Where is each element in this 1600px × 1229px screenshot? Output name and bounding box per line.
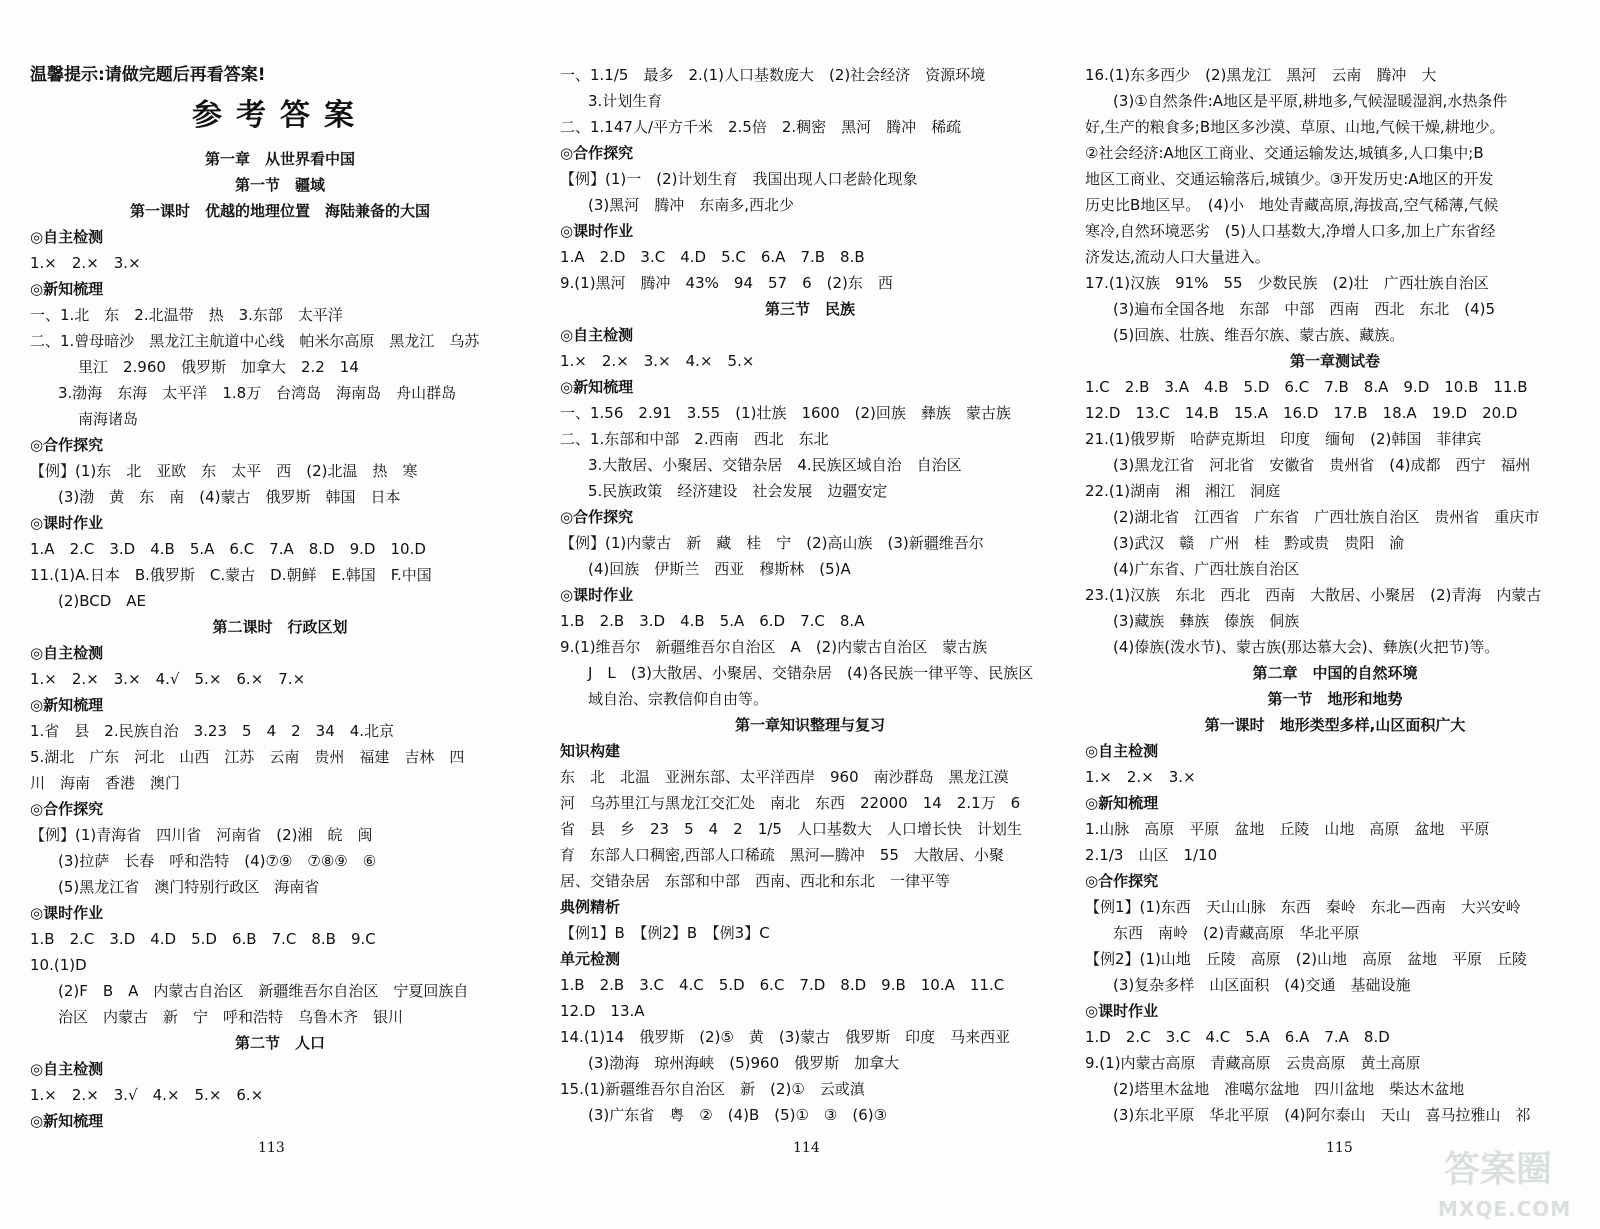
answer-line: 1.× 2.× 3.√ 4.× 5.× 6.× <box>30 1086 264 1104</box>
section-label: ◎新知梳理 <box>560 378 634 396</box>
answer-line: 【例1】B 【例2】B 【例3】C <box>560 924 770 942</box>
answer-line: 地区工商业、交通运输落后,城镇少。③开发历史:A地区的开发 <box>1085 170 1494 188</box>
answer-line: 1.B 2.C 3.D 4.D 5.D 6.B 7.C 8.B 9.C <box>30 930 376 948</box>
answer-line: 济发达,流动人口大量进入。 <box>1085 248 1270 266</box>
section-heading: 第一节 地形和地势 <box>1267 690 1403 708</box>
answer-line: 川 海南 香港 澳门 <box>30 774 181 792</box>
answer-line: (3)黑龙江省 河北省 安徽省 贵州省 (4)成都 西宁 福州 <box>1113 456 1531 474</box>
answer-line: 12.D 13.C 14.B 15.A 16.D 17.B 18.A 19.D 20.D <box>1085 404 1518 422</box>
answer-line: 【例1】(1)东西 天山山脉 东西 秦岭 东北—西南 大兴安岭 <box>1085 898 1521 916</box>
answer-lines <box>560 62 1060 1128</box>
section-heading: 第一课时 地形类型多样,山区面积广大 <box>1204 716 1466 734</box>
answer-line: 9.(1)内蒙古高原 青藏高原 云贵高原 黄土高原 <box>1085 1054 1421 1072</box>
answer-line: (3)复杂多样 山区面积 (4)交通 基础设施 <box>1113 976 1411 994</box>
section-label: ◎自主检测 <box>30 644 104 662</box>
answer-line: (2)湖北省 江西省 广东省 广西壮族自治区 贵州省 重庆市 <box>1113 508 1540 526</box>
section-heading: 第一章 从世界看中国 <box>204 150 355 168</box>
answer-line: 22.(1)湖南 湘 湘江 洞庭 <box>1085 482 1281 500</box>
answer-line: 21.(1)俄罗斯 哈萨克斯坦 印度 缅甸 (2)韩国 菲律宾 <box>1085 430 1482 448</box>
answer-line: 治区 内蒙古 新 宁 呼和浩特 乌鲁木齐 银川 <box>58 1008 404 1026</box>
warm-hint: 温馨提示:请做完题后再看答案! <box>30 65 266 85</box>
answer-line: (3)拉萨 长春 呼和浩特 (4)⑦⑨ ⑦⑧⑨ ⑥ <box>58 852 377 870</box>
answer-line: 5.湖北 广东 河北 山西 江苏 云南 贵州 福建 吉林 四 <box>30 748 465 766</box>
section-label: ◎课时作业 <box>560 586 634 604</box>
answer-line: 3.计划生育 <box>588 92 663 110</box>
page-title: 参考答案 <box>192 98 368 133</box>
answer-line: (3)渤 黄 东 南 (4)蒙古 俄罗斯 韩国 日本 <box>58 488 401 506</box>
section-heading: 第一节 疆域 <box>234 176 325 194</box>
section-label: ◎自主检测 <box>560 326 634 344</box>
watermark-bottom: MXQE.COM <box>1438 1197 1572 1221</box>
answer-line: (3)武汉 赣 广州 桂 黔或贵 贵阳 渝 <box>1113 534 1405 552</box>
answer-line: (3)藏族 彝族 傣族 侗族 <box>1113 612 1300 630</box>
answer-line: 里江 2.960 俄罗斯 加拿大 2.2 14 <box>78 358 359 376</box>
answer-line: 【例】(1)一 (2)计划生育 我国出现人口老龄化现象 <box>560 170 918 188</box>
answer-line: 17.(1)汉族 91% 55 少数民族 (2)壮 广西壮族自治区 <box>1085 274 1489 292</box>
answer-line: 东 北 北温 亚洲东部、太平洋西岸 960 南沙群岛 黑龙江漠 <box>560 768 1009 786</box>
answer-line: (5)回族、壮族、维吾尔族、蒙古族、藏族。 <box>1113 326 1405 344</box>
section-label: ◎合作探究 <box>560 508 634 526</box>
column-page-114 <box>560 62 1060 1128</box>
section-label: ◎课时作业 <box>30 514 104 532</box>
answer-line: 1.× 2.× 3.× <box>1085 768 1196 786</box>
section-label: ◎自主检测 <box>30 1060 104 1078</box>
answer-line: 1.A 2.C 3.D 4.B 5.A 6.C 7.A 8.D 9.D 10.D <box>30 540 426 558</box>
answer-line: 育 东部人口稠密,西部人口稀疏 黑河—腾冲 55 大散居、小聚 <box>560 846 1004 864</box>
answer-line: 寒冷,自然环境恶劣 (5)人口基数大,净增人口多,加上广东省经 <box>1085 222 1496 240</box>
section-label: ◎课时作业 <box>1085 1002 1159 1020</box>
section-heading: 第二课时 行政区划 <box>212 618 348 636</box>
section-label: ◎自主检测 <box>1085 742 1159 760</box>
section-label: ◎课时作业 <box>560 222 634 240</box>
section-label: 典例精析 <box>560 898 621 916</box>
answer-line: 二、1.曾母暗沙 黑龙江主航道中心线 帕米尔高原 黑龙江 乌苏 <box>30 332 480 350</box>
answer-lines <box>30 146 530 1134</box>
answer-line: (3)遍布全国各地 东部 中部 西南 西北 东北 (4)5 <box>1113 300 1496 318</box>
answer-line: 二、1.东部和中部 2.西南 西北 东北 <box>560 430 829 448</box>
answer-lines <box>1085 62 1585 1128</box>
answer-line: ②社会经济:A地区工商业、交通运输发达,城镇多,人口集中;B <box>1085 144 1484 162</box>
watermark-top: 答案圈 <box>1444 1149 1553 1190</box>
answer-line: (3)①自然条件:A地区是平原,耕地多,气候湿暖湿润,水热条件 <box>1113 92 1508 110</box>
answer-line: (3)黑河 腾冲 东南多,西北少 <box>588 196 795 214</box>
section-label: 知识构建 <box>560 742 621 760</box>
answer-line: 16.(1)东多西少 (2)黑龙江 黑河 云南 腾冲 大 <box>1085 66 1437 84</box>
section-label: ◎新知梳理 <box>1085 794 1159 812</box>
section-label: ◎课时作业 <box>30 904 104 922</box>
answer-line: 1.× 2.× 3.× <box>30 254 141 272</box>
answer-line: 11.(1)A.日本 B.俄罗斯 C.蒙古 D.朝鲜 E.韩国 F.中国 <box>30 566 432 584</box>
answer-line: 23.(1)汉族 东北 西北 西南 大散居、小聚居 (2)青海 内蒙古 <box>1085 586 1542 604</box>
answer-line: (3)广东省 粤 ② (4)B (5)① ③ (6)③ <box>588 1106 888 1124</box>
answer-line: (4)回族 伊斯兰 西亚 穆斯林 (5)A <box>588 560 851 578</box>
answer-line: 3.大散居、小聚居、交错杂居 4.民族区域自治 自治区 <box>588 456 962 474</box>
answer-line: 5.民族政策 经济建设 社会发展 边疆安定 <box>588 482 888 500</box>
answer-line: 东西 南岭 (2)青藏高原 华北平原 <box>1113 924 1360 942</box>
column-page-113 <box>30 62 530 1134</box>
column-page-115 <box>1085 62 1585 1128</box>
watermark-logo <box>1438 1141 1588 1221</box>
answer-line: 一、1.1/5 最多 2.(1)人口基数庞大 (2)社会经济 资源环境 <box>560 66 986 84</box>
answer-line: 南海诸岛 <box>78 410 139 428</box>
section-label: ◎合作探究 <box>560 144 634 162</box>
answer-line: 1.山脉 高原 平原 盆地 丘陵 山地 高原 盆地 平原 <box>1085 820 1490 838</box>
answer-line: (3)东北平原 华北平原 (4)阿尔泰山 天山 喜马拉雅山 祁 <box>1113 1106 1531 1124</box>
answer-line: 【例】(1)内蒙古 新 藏 桂 宁 (2)高山族 (3)新疆维吾尔 <box>560 534 984 552</box>
answer-line: 好,生产的粮食多;B地区多沙漠、草原、山地,气候干燥,耕地少。 <box>1085 118 1505 136</box>
answer-line: 【例2】(1)山地 丘陵 高原 (2)山地 高原 盆地 平原 丘陵 <box>1085 950 1528 968</box>
section-label: ◎新知梳理 <box>30 280 104 298</box>
answer-line: 居、交错杂居 东部和中部 西南、西北和东北 一律平等 <box>560 872 951 890</box>
section-label: ◎合作探究 <box>30 436 104 454</box>
section-label: ◎合作探究 <box>30 800 104 818</box>
section-heading: 第一章知识整理与复习 <box>734 716 885 734</box>
answer-line: 【例】(1)青海省 四川省 河南省 (2)湘 皖 闽 <box>30 826 373 844</box>
page-number: 115 <box>1326 1140 1353 1156</box>
answer-line: 15.(1)新疆维吾尔自治区 新 (2)① 云或滇 <box>560 1080 865 1098</box>
answer-line: 1.× 2.× 3.× 4.× 5.× <box>560 352 755 370</box>
answer-line: 一、1.北 东 2.北温带 热 3.东部 太平洋 <box>30 306 343 324</box>
answer-line: (2)F B A 内蒙古自治区 新疆维吾尔自治区 宁夏回族自 <box>58 982 469 1000</box>
answer-line: 1.B 2.B 3.C 4.C 5.D 6.C 7.D 8.D 9.B 10.A 11.C <box>560 976 1005 994</box>
answer-line: 省 县 乡 23 5 4 2 1/5 人口基数大 人口增长快 计划生 <box>560 820 1022 838</box>
section-heading: 第二节 人口 <box>234 1034 325 1052</box>
answer-line: (4)傣族(泼水节)、蒙古族(那达慕大会)、彝族(火把节)等。 <box>1113 638 1500 656</box>
answer-line: 1.× 2.× 3.× 4.√ 5.× 6.× 7.× <box>30 670 306 688</box>
answer-line: 14.(1)14 俄罗斯 (2)⑤ 黄 (3)蒙古 俄罗斯 印度 马来西亚 <box>560 1028 1011 1046</box>
answer-line: 1.A 2.D 3.C 4.D 5.C 6.A 7.B 8.B <box>560 248 865 266</box>
answer-line: 1.B 2.B 3.D 4.B 5.A 6.D 7.C 8.A <box>560 612 865 630</box>
answer-line: 3.渤海 东海 太平洋 1.8万 台湾岛 海南岛 舟山群岛 <box>58 384 457 402</box>
page-number: 114 <box>793 1140 820 1156</box>
section-heading: 第三节 民族 <box>764 300 855 318</box>
section-label: ◎新知梳理 <box>30 696 104 714</box>
section-label: ◎自主检测 <box>30 228 104 246</box>
section-heading: 第一课时 优越的地理位置 海陆兼备的大国 <box>129 202 430 220</box>
answer-line: (4)广东省、广西壮族自治区 <box>1113 560 1300 578</box>
section-label: 单元检测 <box>560 950 621 968</box>
answer-line: 12.D 13.A <box>560 1002 645 1020</box>
answer-line: (3)渤海 琼州海峡 (5)960 俄罗斯 加拿大 <box>588 1054 900 1072</box>
answer-line: (5)黑龙江省 澳门特别行政区 海南省 <box>58 878 320 896</box>
answer-line: 域自治、宗教信仰自由等。 <box>588 690 769 708</box>
answer-line: 9.(1)维吾尔 新疆维吾尔自治区 A (2)内蒙古自治区 蒙古族 <box>560 638 988 656</box>
answer-line: 1.C 2.B 3.A 4.B 5.D 6.C 7.B 8.A 9.D 10.B 11.B <box>1085 378 1528 396</box>
answer-line: 1.D 2.C 3.C 4.C 5.A 6.A 7.A 8.D <box>1085 1028 1390 1046</box>
answer-line: (2)塔里木盆地 准噶尔盆地 四川盆地 柴达木盆地 <box>1113 1080 1465 1098</box>
answer-line: 2.1/3 山区 1/10 <box>1085 846 1218 864</box>
answer-line: 二、1.147人/平方千米 2.5倍 2.稠密 黑河 腾冲 稀疏 <box>560 118 962 136</box>
section-heading: 第二章 中国的自然环境 <box>1252 664 1418 682</box>
answer-line: 1.省 县 2.民族自治 3.23 5 4 2 34 4.北京 <box>30 722 395 740</box>
answer-line: 10.(1)D <box>30 956 87 974</box>
answer-line: (2)BCD AE <box>58 592 147 610</box>
answer-line: 历史比B地区早。 (4)小 地处青藏高原,海拔高,空气稀薄,气候 <box>1085 196 1499 214</box>
answer-line: J L (3)大散居、小聚居、交错杂居 (4)各民族一律平等、民族区 <box>588 664 1034 682</box>
answer-line: 【例】(1)东 北 亚欧 东 太平 西 (2)北温 热 寒 <box>30 462 418 480</box>
page-number: 113 <box>258 1140 285 1156</box>
answer-line: 9.(1)黑河 腾冲 43% 94 57 6 (2)东 西 <box>560 274 893 292</box>
section-label: ◎合作探究 <box>1085 872 1159 890</box>
answer-line: 河 乌苏里江与黑龙江交汇处 南北 东西 22000 14 2.1万 6 <box>560 794 1021 812</box>
section-label: ◎新知梳理 <box>30 1112 104 1130</box>
section-heading: 第一章测试卷 <box>1289 352 1380 370</box>
answer-line: 一、1.56 2.91 3.55 (1)壮族 1600 (2)回族 彝族 蒙古族 <box>560 404 1011 422</box>
